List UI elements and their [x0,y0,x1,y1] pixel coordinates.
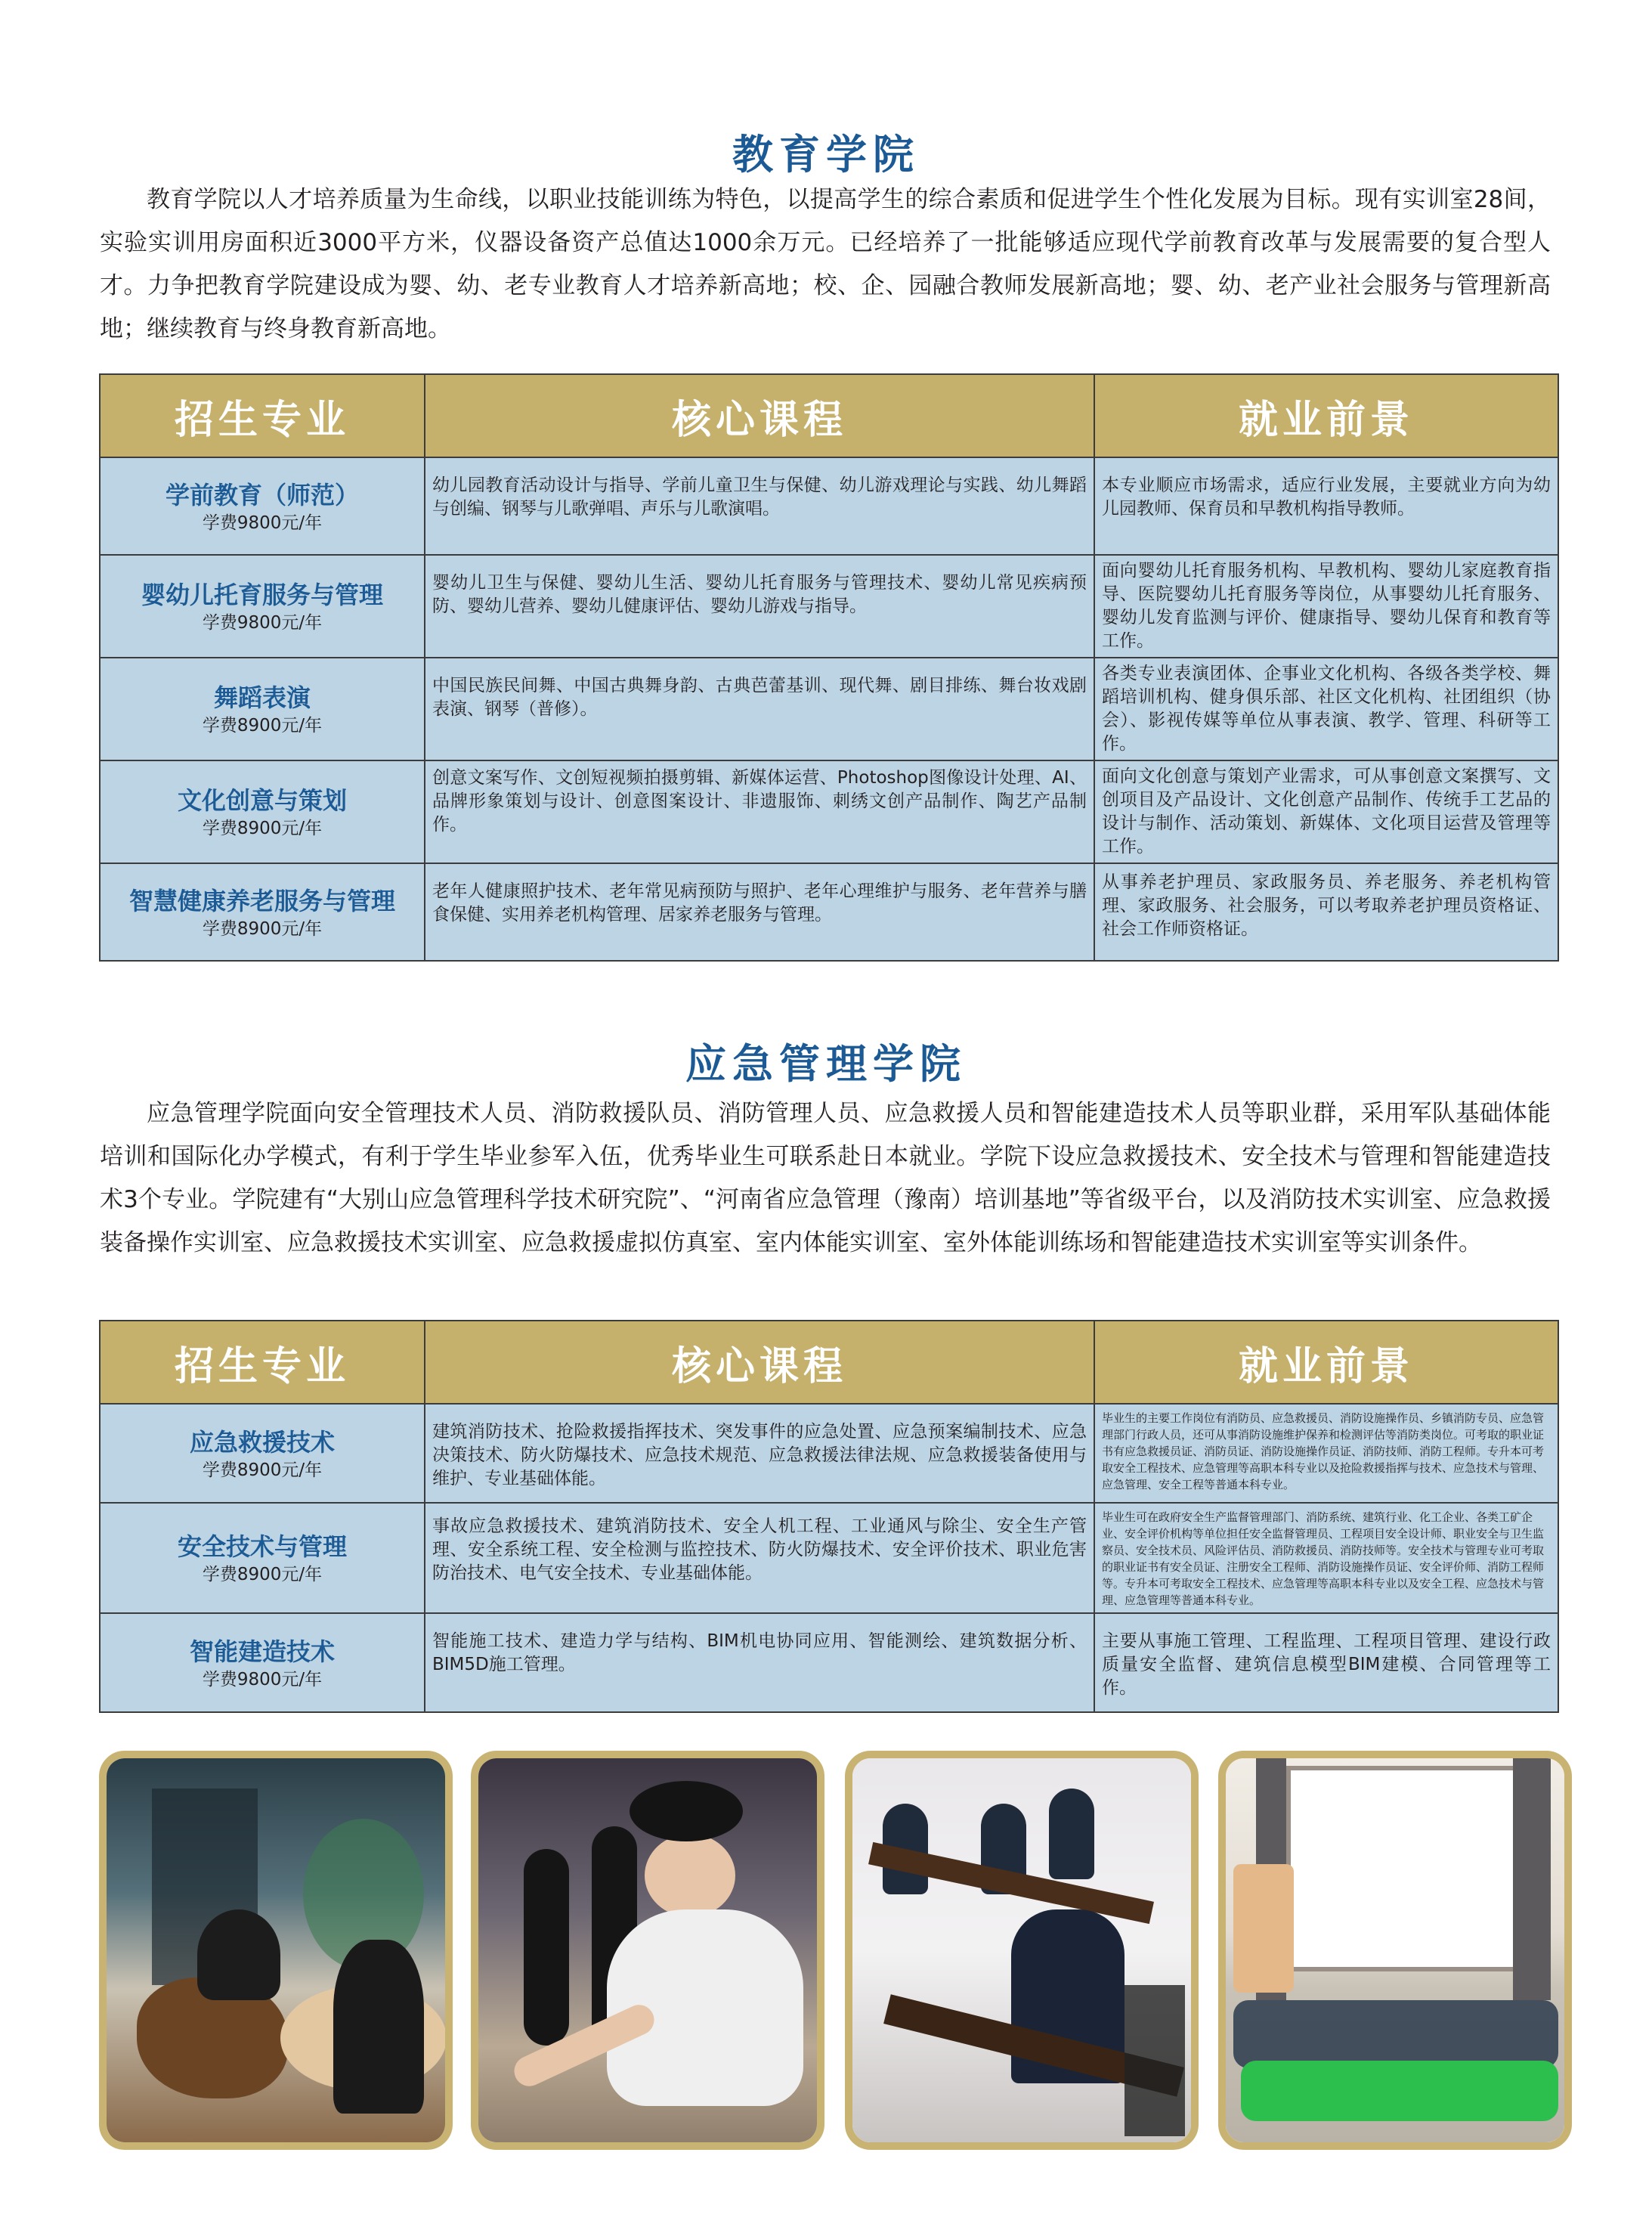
kindergarten-classroom-photo [1218,1751,1572,2150]
courses-text: 老年人健康照护技术、老年常见病预防与照护、老年心理维护与服务、老年营养与膳食保健、实用养老机构管理、居家养老服务与管理。 [432,881,1087,924]
courses-text: 幼儿园教育活动设计与指导、学前儿童卫生与保健、幼儿游戏理论与实践、幼儿舞蹈与创编、钢琴与儿歌弹唱、声乐与儿歌演唱。 [432,475,1087,519]
major-fee: 学费8900元/年 [202,1460,323,1480]
major-name: 文化创意与策划 [177,786,347,815]
major-fee: 学费8900元/年 [202,716,323,736]
education-title: 教育学院 [732,131,920,178]
table-row [100,1503,1558,1613]
table-row [100,1404,1558,1503]
major-name: 学前教育（师范） [165,480,359,509]
courses-text: 建筑消防技术、抢险救援指挥技术、突发事件的应急处置、应急预案编制技术、应急决策技术、防火防爆技术、应急技术规范、应急救援法律法规、应急救援装备使用与维护、专业基础体能。 [432,1422,1087,1488]
prospects-text: 主要从事施工管理、工程监理、工程项目管理、建设行政质量安全监督、建筑信息模型BIM建模、合同管理等工作。 [1102,1631,1551,1698]
major-cell [100,555,425,658]
prospects-text: 各类专业表演团体、企事业文化机构、各级各类学校、舞蹈培训机构、健身俱乐部、社区文化机构、社团组织（协会）、影视传媒等单位从事表演、教学、管理、科研等工作。 [1102,664,1551,754]
courses-cell [425,1404,1094,1503]
major-cell [100,457,425,555]
header-courses: 核心课程 [425,1321,1094,1404]
courses-cell [425,457,1094,555]
major-cell [100,1404,425,1503]
prospects-text: 毕业生的主要工作岗位有消防员、应急救援员、消防设施操作员、乡镇消防专员、应急管理部门行政人员，还可从事消防设施维护保养和检测评估等消防类岗位。可考取的职业证书有应急救援员证、消防员证、消防设施操作员证、消防技师、消防工程师。专升本可考取安全工程技术、应急管理等高职本科专业以及抢险救援指挥与技术、应急技术与管理、应急管理、安全工程等普通本科专业。 [1102,1411,1545,1491]
emergency-title: 应急管理学院 [685,1040,967,1088]
courses-cell [425,1503,1094,1613]
emergency-intro: 应急管理学院面向安全管理技术人员、消防救援队员、消防管理人员、应急救援人员和智能建造技术人员等职业群，采用军队基础体能培训和国际化办学模式，有利于学生毕业参军入伍，优秀毕业生可联系赴日本就业。学院下设应急救援技术、安全技术与管理和智能建造技术3个专业。学院建有“大别山应急管理科学技术研究院”、“河南省应急管理（豫南）培训基地”等省级平台，以及消防技术实训室、应急救援装备操作实训室、应急救援技术实训室、应急救援虚拟仿真室、室内体能实训室、室外体能训练场和智能建造技术实训室等实训条件。 [100,1100,1551,1256]
courses-cell [425,863,1094,961]
courses-text: 婴幼儿卫生与保健、婴幼儿生活、婴幼儿托育服务与管理技术、婴幼儿常见疾病预防、婴幼儿营养、婴幼儿健康评估、婴幼儿游戏与指导。 [432,573,1087,616]
table-header-row [100,374,1558,457]
courses-text: 创意文案写作、文创短视频拍摄剪辑、新媒体运营、Photoshop图像设计处理、AI、品牌形象策划与设计、创意图案设计、非遗服饰、刺绣文创产品制作、陶艺产品制作。 [432,768,1087,835]
courses-cell [425,658,1094,760]
guzheng-performance-photo [845,1751,1199,2150]
header-prospects: 就业前景 [1094,374,1558,457]
header-major: 招生专业 [100,1321,425,1404]
prospects-text: 本专业顺应市场需求，适应行业发展，主要就业方向为幼儿园教师、保育员和早教机构指导教师。 [1102,475,1551,519]
courses-cell [425,555,1094,658]
prospects-cell [1094,555,1558,658]
major-cell [100,658,425,760]
major-fee: 学费9800元/年 [202,1669,323,1689]
major-fee: 学费9800元/年 [202,513,323,533]
prospects-text: 面向婴幼儿托育服务机构、早教机构、婴幼儿家庭教育指导、医院婴幼儿托育服务等岗位，从事婴幼儿托育服务、婴幼儿发育监测与评价、健康指导、婴幼儿保育和教育等工作。 [1102,561,1551,651]
major-fee: 学费8900元/年 [202,918,323,939]
table-header-row [100,1321,1558,1404]
prospects-text: 毕业生可在政府安全生产监督管理部门、消防系统、建筑行业、化工企业、各类工矿企业、安全评价机构等单位担任安全监督管理员、工程项目安全设计师、职业安全与卫生监察员、安全技术员、风险评估员、消防救援员、消防技师等。安全技术与管理专业可考取的职业证书有安全员证、注册安全工程师、消防设施操作员证、安全评价师、消防工程师等。专升本可考取安全工程技术、应急管理等高职本科专业以及安全工程、应急技术与管理、应急管理等普通本科专业。 [1102,1510,1545,1607]
major-cell [100,1613,425,1712]
prospects-cell [1094,760,1558,863]
prospects-cell [1094,1503,1558,1613]
prospects-cell [1094,1404,1558,1503]
emergency-majors-table [99,1320,1559,1713]
major-cell [100,1503,425,1613]
major-name: 智能建造技术 [189,1637,335,1666]
education-majors-table [99,373,1559,962]
dance-class-photo [471,1751,824,2150]
education-intro: 教育学院以人才培养质量为生命线，以职业技能训练为特色，以提高学生的综合素质和促进学生个性化发展为目标。现有实训室28间，实验实训用房面积近3000平方米，仪器设备资产总值达1000余万元。已经培养了一批能够适应现代学前教育改革与发展需要的复合型人才。力争把教育学院建设成为婴、幼、老专业教育人才培养新高地；校、企、园融合教师发展新高地；婴、幼、老产业社会服务与管理新高地；继续教育与终身教育新高地。 [100,186,1551,342]
table-row [100,863,1558,961]
prospects-text: 从事养老护理员、家政服务员、养老服务、养老机构管理、家政服务、社会服务，可以考取养老护理员资格证、社会工作师资格证。 [1102,872,1551,939]
major-fee: 学费8900元/年 [202,819,323,838]
prospects-cell [1094,863,1558,961]
prospects-cell [1094,1613,1558,1712]
prospects-cell [1094,658,1558,760]
major-fee: 学费9800元/年 [202,613,323,633]
courses-text: 智能施工技术、建造力学与结构、BIM机电协同应用、智能测绘、建筑数据分析、BIM5D施工管理。 [432,1631,1087,1674]
prospects-text: 面向文化创意与策划产业需求，可从事创意文案撰写、文创项目及产品设计、文化创意产品制作、传统手工艺品的设计与制作、活动策划、新媒体、文化项目运营及管理等工作。 [1102,767,1551,856]
header-major: 招生专业 [100,374,425,457]
major-cell [100,863,425,961]
major-name: 应急救援技术 [189,1427,335,1457]
major-name: 安全技术与管理 [177,1532,347,1561]
table-row [100,760,1558,863]
table-row [100,1613,1558,1712]
major-fee: 学费8900元/年 [202,1565,323,1584]
courses-cell [425,1613,1094,1712]
courses-text: 中国民族民间舞、中国古典舞身韵、古典芭蕾基训、现代舞、剧目排练、舞台妆戏剧表演、钢琴（普修）。 [432,676,1087,719]
courses-text: 事故应急救援技术、建筑消防技术、安全人机工程、工业通风与除尘、安全生产管理、安全系统工程、安全检测与监控技术、防火防爆技术、安全评价技术、职业危害防治技术、电气安全技术、专业基础体能。 [432,1516,1087,1583]
major-name: 舞蹈表演 [213,683,311,712]
header-prospects: 就业前景 [1094,1321,1558,1404]
table-row [100,457,1558,555]
table-row [100,555,1558,658]
major-name: 婴幼儿托育服务与管理 [141,581,383,609]
table-row [100,658,1558,760]
prospects-cell [1094,457,1558,555]
major-name: 智慧健康养老服务与管理 [128,886,395,915]
header-courses: 核心课程 [425,374,1094,457]
major-cell [100,760,425,863]
courses-cell [425,760,1094,863]
guitar-practice-photo [99,1751,453,2150]
